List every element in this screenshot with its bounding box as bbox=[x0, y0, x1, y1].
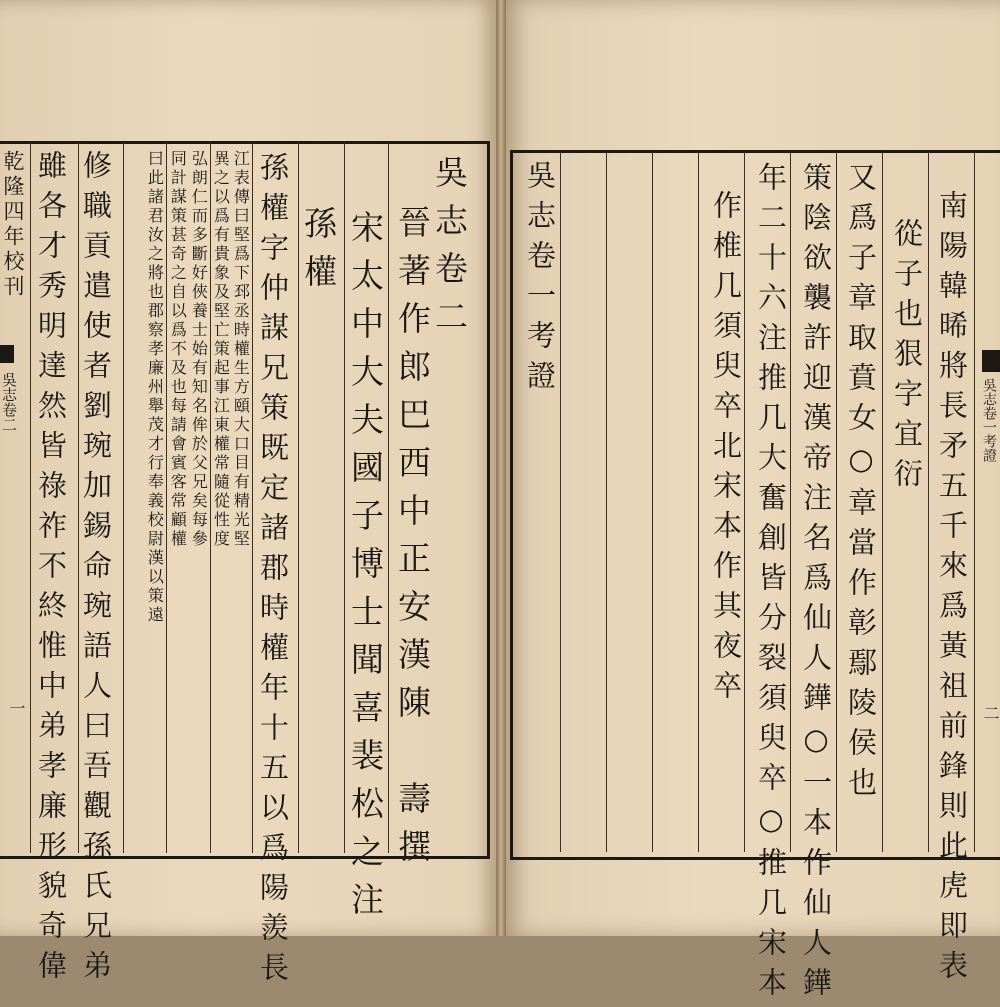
fold-label: 吳志卷一考證 bbox=[981, 378, 997, 462]
fold-fishtail-mark bbox=[982, 350, 1000, 372]
column-rule bbox=[882, 152, 883, 852]
text-column: 作椎几須臾卒北宋本作其夜卒 bbox=[709, 190, 743, 710]
commentary-text: 曰此諸君汝之將也郡察孝廉州舉茂才行奉義校尉漢以策遠 bbox=[145, 150, 165, 625]
left-page bbox=[0, 0, 500, 992]
column-rule bbox=[344, 143, 345, 853]
commentator-line: 宋太中大夫國子博士聞喜裴松之注 bbox=[346, 210, 385, 930]
text-column: 策陰欲襲許迎漢帝注名爲仙人鏵○一本作仙人鏵 bbox=[799, 162, 833, 1007]
main-text-column: 修職貢遣使者劉琬加錫命琬語人曰吾觀孫氏兄弟 bbox=[79, 150, 113, 990]
column-rule bbox=[744, 152, 745, 852]
column-rule bbox=[606, 152, 607, 852]
column-rule bbox=[166, 143, 167, 853]
column-rule bbox=[78, 143, 79, 853]
main-text-column: 孫權字仲謀兄策既定諸郡時權年十五以爲陽羨長 bbox=[256, 152, 290, 992]
chapter-heading: 孫權 bbox=[299, 206, 338, 302]
column-rule bbox=[388, 143, 389, 853]
edition-label: 乾隆四年校刊 bbox=[1, 150, 25, 300]
volume-appendix-title: 吳志卷一考證 bbox=[523, 160, 557, 400]
column-rule bbox=[836, 152, 837, 852]
author-line: 晉著作郎巴西中正安漢陳 壽撰 bbox=[393, 205, 432, 877]
text-column: 從子也狠字宜衍 bbox=[890, 218, 924, 498]
right-page bbox=[500, 0, 1000, 1007]
column-rule bbox=[30, 143, 31, 853]
column-rule bbox=[974, 152, 975, 852]
commentary-column bbox=[145, 150, 163, 850]
column-rule bbox=[790, 152, 791, 852]
commentary-column: 同計謀策甚奇之自以爲不及也每請會賓客常顧權 bbox=[168, 150, 188, 549]
column-rule bbox=[652, 152, 653, 852]
commentary-column: 江表傳曰堅爲下邳丞時權生方頤大口目有精光堅 bbox=[231, 150, 251, 549]
book-gutter bbox=[496, 0, 506, 936]
page-number: 二 bbox=[981, 705, 1000, 721]
column-rule bbox=[123, 143, 124, 853]
column-rule bbox=[698, 152, 699, 852]
commentary-column: 弘朗仁而多斷好俠養士始有知名侔於父兄矣每參 bbox=[189, 150, 209, 549]
bleed-through-text bbox=[608, 190, 637, 310]
text-column: 又爲子章取賁女○章當作彰鄢陵侯也 bbox=[844, 162, 878, 807]
column-rule bbox=[928, 152, 929, 852]
column-rule bbox=[252, 143, 253, 853]
volume-title: 吳志卷二 bbox=[430, 155, 469, 347]
text-column: 年二十六注推几大奮創皆分裂須臾卒○推几宋本 bbox=[754, 162, 788, 1007]
text-column: 南陽韓晞將長矛五千來爲黃祖前鋒則此虎即表 bbox=[935, 190, 969, 990]
fold-fishtail-mark bbox=[0, 345, 14, 363]
page-number: 一 bbox=[7, 700, 26, 716]
column-rule bbox=[560, 152, 561, 852]
fold-label: 吳志卷二 bbox=[0, 372, 18, 432]
commentary-column: 異之以爲有貴象及堅亡策起事江東權常隨從性度 bbox=[211, 150, 231, 549]
main-text-column: 雖各才秀明達然皆祿祚不終惟中弟孝廉形貌奇偉 bbox=[34, 150, 68, 990]
